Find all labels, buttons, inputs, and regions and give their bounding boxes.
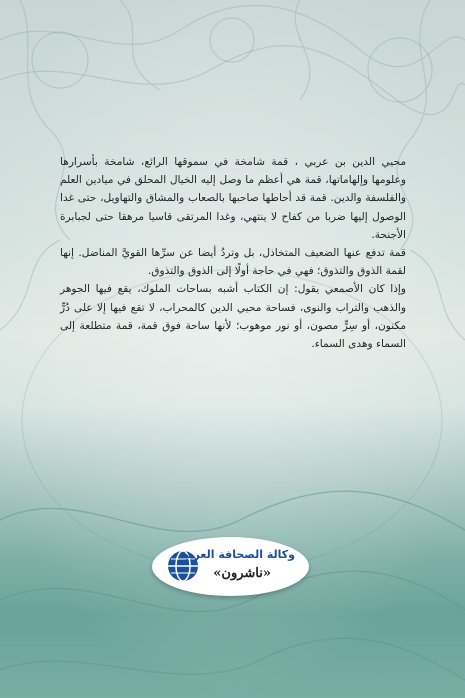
paragraph-1: محيي الدين بن عربي ، قمة شامخة في سموقها الرائع، شامخة بأسرارها وعلومها وإلهاماتها، قمة هي أعظم ما وصل إليه الخيال المحلق في ميادين العلم والفلسفة والدين. قمة قد أحاطها صاحبها بالصعاب والمشاق والتهاويل، حتى غدا الوصول إليها ضربا من كفاح لا ينتهي، وغدا المرتقى قاسيا مرهقا حتى لجبابرة الأجنحة. bbox=[60, 156, 406, 241]
publisher-logo bbox=[152, 537, 309, 596]
paragraph-2: قمة تدفع عنها الضعيف المتخاذل، بل وتردُ أيضا عن سرِّها القويَّ المناضل. إنها لقمة الذوق والتذوق؛ فهي في حاجة أولًا إلى الذوق والتذوق. bbox=[60, 247, 406, 278]
paragraph-3: وإذا كان الأصمعي يقول: إن الكتاب أشبه بساحات الملوك، يقع فيها الجوهر والذهب والتراب والنوى، فساحة محيي الدين كالمحراب، لا تقع فيها إلا على دُرٍّ مكنون، أو سِرٍّ مصون، أو نور موهوب؛ لأنها ساحة فوق قمة، قمة متطلعة إلى السماء وهدى السماء. bbox=[60, 283, 406, 351]
publisher-name: وكالة الصحافة العربية bbox=[178, 548, 295, 561]
publisher-subtitle: «ناشرون» bbox=[213, 566, 271, 581]
back-cover-text bbox=[60, 153, 406, 353]
